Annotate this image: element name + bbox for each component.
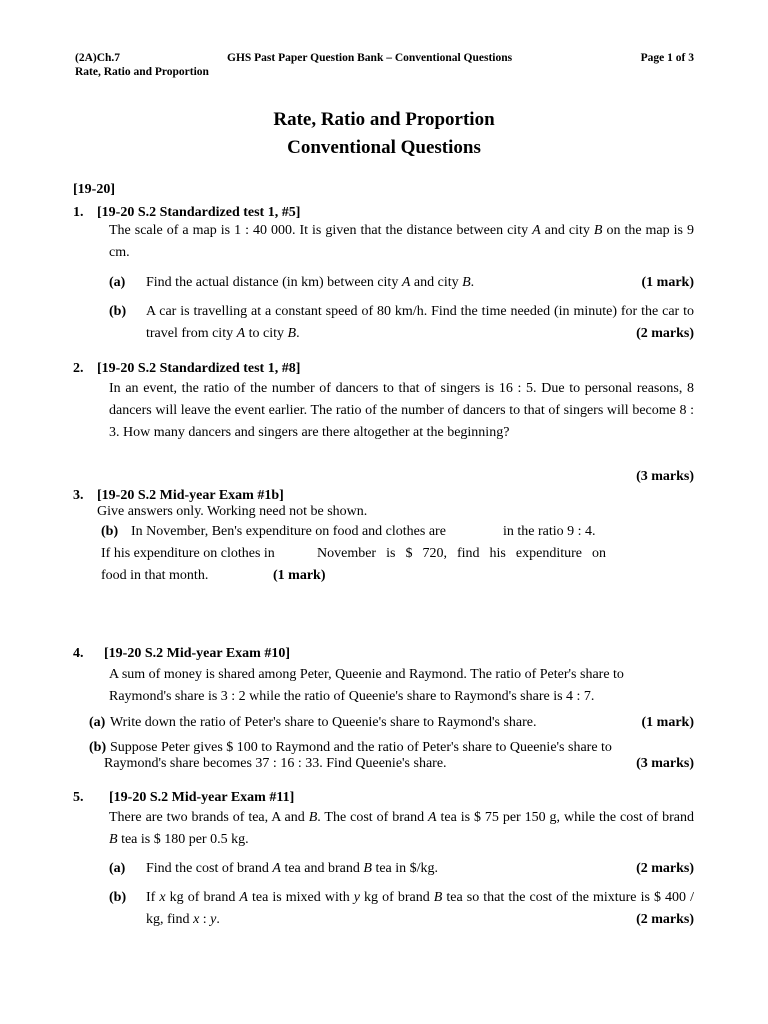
q5-stem: There are two brands of tea, A and B. The cost of brand A tea is $ 75 per 150 g, while the cost of brand B tea is $ 180 per 0.5 kg. [109,810,694,847]
q2-number: 2. [73,361,84,376]
page-subtitle: Conventional Questions [287,137,481,158]
q4b-marks: (3 marks) [636,756,694,771]
q1a-label: (a) [109,275,126,290]
q2-marks: (3 marks) [636,469,694,484]
q5a-marks: (2 marks) [636,861,694,876]
q4-number: 4. [73,646,84,661]
q3-marks: (1 mark) [273,568,326,583]
q4a-label: (a) [89,715,106,730]
section-label: [19-20] [73,182,115,197]
header-page-number: Page 1 of 3 [640,52,694,64]
q5b-label: (b) [109,890,127,905]
q4b-label: (b) [89,740,107,755]
q4-stem-line2: Raymond's share is 3 : 2 while the ratio of Queenie's share to Raymond's share is 4 : 7. [109,689,595,704]
q3-number: 3. [73,488,84,503]
q1-source: [19-20 S.2 Standardized test 1, #5] [97,205,301,220]
q3-instruction: Give answers only. Working need not be shown. [97,504,368,519]
q3b-line1b: in the ratio 9 : 4. [503,524,596,539]
q1b-marks: (2 marks) [636,326,694,341]
q5a-text: Find the cost of brand A tea and brand B tea in $/kg. [146,861,439,876]
q5b-text: If x kg of brand A tea is mixed with y kg of brand B tea so that the cost of the mixture is $ 400 / kg, find x : y. [146,890,694,927]
q2-stem: In an event, the ratio of the number of dancers to that of singers is 16 : 5. Due to personal reasons, 8 dancers will leave the event earlier. The ratio of the number of dancers to that of singers will become 8 : 3. How many dancers and singers are there altogether at the beginning? [109,381,694,440]
q4b-line2: Raymond's share becomes 37 : 16 : 33. Find Queenie's share. [104,756,447,771]
q5-source: [19-20 S.2 Mid-year Exam #11] [109,790,295,805]
q1b-text: A car is travelling at a constant speed of 80 km/h. Find the time needed (in minute) for the car to travel from city A to city B. [146,304,694,341]
q1b-label: (b) [109,304,127,319]
q5a-label: (a) [109,861,126,876]
q2-source: [19-20 S.2 Standardized test 1, #8] [97,361,301,376]
header-bank-title: GHS Past Paper Question Bank – Conventional Questions [227,52,513,64]
q4a-text: Write down the ratio of Peter's share to Queenie's share to Raymond's share. [110,715,537,730]
q4-stem-line1: A sum of money is shared among Peter, Queenie and Raymond. The ratio of Peter's share to [109,667,624,682]
q1a-marks: (1 mark) [641,275,694,290]
q3b-line2a: If his expenditure on clothes in [101,546,275,561]
q3b-line2b: November is $ 720, find his expenditure on [317,546,606,561]
header-code: (2A)Ch.7 [75,52,121,64]
q3-source: [19-20 S.2 Mid-year Exam #1b] [97,488,284,503]
q3b-label: (b) [101,524,119,539]
q3b-line3: food in that month. [101,568,209,583]
q4a-marks: (1 mark) [641,715,694,730]
page-title: Rate, Ratio and Proportion [273,109,495,130]
header-topic: Rate, Ratio and Proportion [75,66,209,78]
q5b-marks: (2 marks) [636,912,694,927]
q1-stem: The scale of a map is 1 : 40 000. It is given that the distance between city A and city B on the map is 9 cm. [109,223,694,260]
q1-number: 1. [73,205,84,220]
q3b-line1a: In November, Ben's expenditure on food and clothes are [131,524,446,539]
q4-source: [19-20 S.2 Mid-year Exam #10] [104,646,290,661]
q5-number: 5. [73,790,84,805]
q1a-text: Find the actual distance (in km) between city A and city B. [146,275,475,290]
q4b-line1: Suppose Peter gives $ 100 to Raymond and the ratio of Peter's share to Queenie's share to [110,740,612,755]
